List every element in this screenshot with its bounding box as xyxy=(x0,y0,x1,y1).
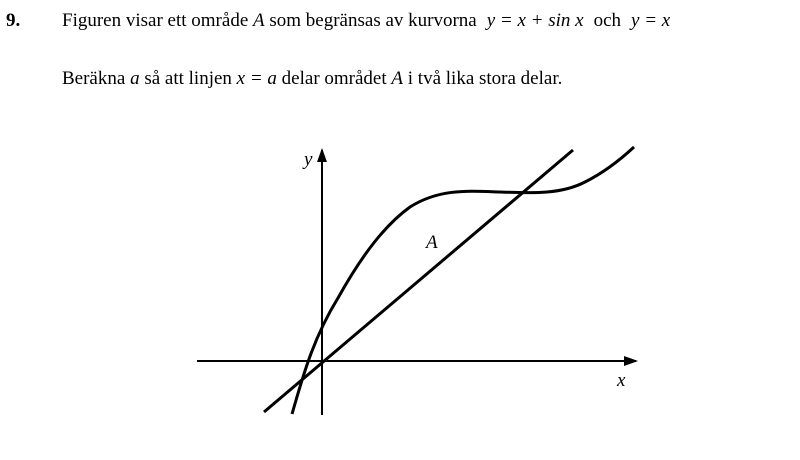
equation-vertical-line: x = a xyxy=(236,68,277,89)
variable-a: a xyxy=(130,68,140,89)
statement-text: så att linjen xyxy=(139,68,237,89)
statement-text: som begränsas av kurvorna xyxy=(264,10,477,31)
region-label: A xyxy=(426,232,438,253)
equation-curve: y = x + sin x xyxy=(486,10,584,31)
equation-line: y = x xyxy=(631,10,671,31)
problem-number: 9. xyxy=(6,10,21,31)
statement-text: delar området xyxy=(276,68,392,89)
region-symbol: A xyxy=(253,10,265,31)
y-axis-label: y xyxy=(304,149,313,170)
statement-text: Beräkna xyxy=(62,68,131,89)
curve-y-equals-x-plus-sinx xyxy=(292,147,634,414)
region-symbol: A xyxy=(391,68,404,89)
line-y-equals-x xyxy=(264,150,573,412)
statement-text: i två lika stora delar. xyxy=(403,68,563,89)
conjunction: och xyxy=(593,10,622,31)
statement-text: Figuren visar ett område xyxy=(62,10,254,31)
x-axis-label: x xyxy=(617,370,626,391)
